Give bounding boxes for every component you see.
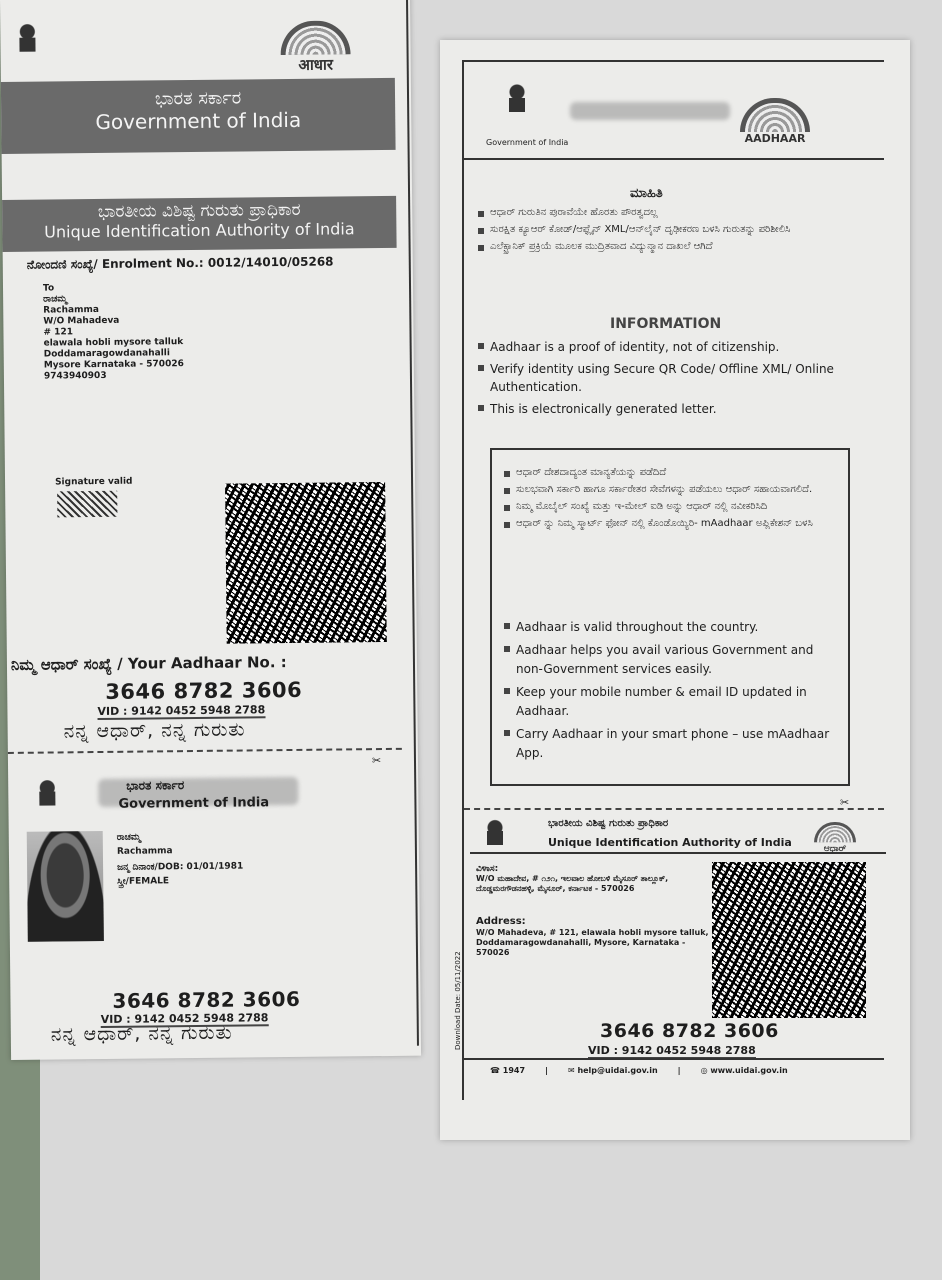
signature-valid: Signature valid xyxy=(55,476,133,488)
card-emblem-icon xyxy=(484,818,506,850)
authority-english: Unique Identification Authority of India xyxy=(44,219,355,242)
card-logo-text: ಆಧಾರ್ xyxy=(823,842,847,854)
cut-line xyxy=(464,808,884,810)
national-emblem-icon xyxy=(12,20,42,60)
holder-name-kannada: ರಾಚಮ್ಮ xyxy=(116,832,141,843)
info-title-english: INFORMATION xyxy=(610,316,722,332)
holder-dob: ಜನ್ಮ ದಿನಾಂಕ/DOB: 01/01/1981 xyxy=(117,861,244,873)
info-item-english: This is electronically generated letter. xyxy=(478,400,868,418)
holder-photo xyxy=(27,831,104,942)
authority-header xyxy=(2,196,397,252)
footer-contacts xyxy=(490,1066,788,1075)
your-aadhaar-label: ನಿಮ್ಮ ಆಧಾರ್ ಸಂಖ್ಯೆ / Your Aadhaar No. : xyxy=(10,653,287,674)
vid-number: VID : 9142 0452 5948 2788 xyxy=(97,703,266,719)
holder-gender: ಸ್ತ್ರೀ/FEMALE xyxy=(117,876,170,887)
card-tagline: ನನ್ನ ಆಧಾರ್, ನನ್ನ ಗುರುತು xyxy=(50,1021,233,1046)
info-item-kannada: ಸುರಕ್ಷಿತ ಕ್ಯೂಆರ್ ಕೋಡ್/ಆಫ್ಲೈನ್ XML/ಆನ್‌ಲೈನ್ ದೃಢೀಕರಣ ಬಳಸಿ ಗುರುತನ್ನು ಪರಿಶೀಲಿಸಿ xyxy=(478,223,818,236)
phone-icon: ☎ xyxy=(490,1066,503,1075)
box-item-kannada: ಸುಲಭವಾಗಿ ಸರ್ಕಾರಿ ಹಾಗೂ ಸರ್ಕಾರೇತರ ಸೇವೆಗಳನ್ನು ಪಡೆಯಲು ಆಧಾರ್ ಸಹಾಯವಾಗಲಿದೆ. xyxy=(504,483,834,496)
top-border xyxy=(464,60,884,62)
enrolment-number: ನೋಂದಣಿ ಸಂಖ್ಯೆ/ Enrolment No.: 0012/14010/05268 xyxy=(26,254,334,272)
box-item-english: Carry Aadhaar in your smart phone – use mAadhaar App. xyxy=(504,725,834,763)
authority-kannada: ಭಾರತೀಯ ವಿಶಿಷ್ಟ ಗುರುತು ಪ್ರಾಧಿಕಾರ xyxy=(97,199,301,222)
mail-icon: ✉ xyxy=(567,1066,578,1075)
aadhaar-logo xyxy=(740,98,810,145)
box-list-english xyxy=(504,618,834,767)
header-english: Government of India xyxy=(95,107,302,135)
info-item-english: Verify identity using Secure QR Code/ Offline XML/ Online Authentication. xyxy=(478,360,868,396)
aadhaar-logo xyxy=(280,20,351,75)
web-contact xyxy=(701,1066,788,1075)
holder-name: Rachamma xyxy=(116,846,173,857)
card-header-kannada: ಭಾರತ ಸರ್ಕಾರ xyxy=(126,778,185,793)
download-date: Download Date: 05/11/2022 xyxy=(454,951,462,1050)
cut-line xyxy=(8,748,402,754)
box-item-english: Aadhaar helps you avail various Government and non-Government services easily. xyxy=(504,641,834,679)
email-address: help@uidai.gov.in xyxy=(577,1066,658,1075)
aadhaar-letter-back xyxy=(440,40,910,1140)
government-header xyxy=(1,78,396,154)
card-authority-kannada: ಭಾರತೀಯ ವಿಶಿಷ್ಟ ಗುರುತು ಪ್ರಾಧಿಕಾರ xyxy=(548,818,669,829)
address-kannada: W/O ಮಹಾದೇವ, # ೧೨೧, ಇಲವಾಲ ಹೋಬಳಿ ಮೈಸೂರ್ ತಾಲ್ಲೂಕ್, ದೊಡ್ಡಮರಗೌಡನಹಳ್ಳಿ, ಮೈಸೂರ್, ಕರ್ನಾಟಕ - 570026 xyxy=(476,874,669,893)
divider: | xyxy=(545,1066,548,1075)
email-contact xyxy=(568,1066,658,1075)
tagline: ನನ್ನ ಆಧಾರ್, ನನ್ನ ಗುರುತು xyxy=(63,718,246,743)
website: www.uidai.gov.in xyxy=(710,1066,788,1075)
address-line: W/O Mahadeva xyxy=(43,315,120,327)
box-item-english: Keep your mobile number & email ID updated in Aadhaar. xyxy=(504,683,834,721)
fingerprint-icon xyxy=(740,98,810,132)
address-line: Mysore Karnataka - 570026 xyxy=(43,359,184,371)
card-header-rule xyxy=(470,852,886,854)
right-fold-line xyxy=(406,0,419,1046)
box-item-kannada: ಆಧಾರ್ ದೇಶದಾದ್ಯಂತ ಮಾನ್ಯತೆಯನ್ನು ಪಡೆದಿದೆ xyxy=(504,466,834,479)
address-line: Doddamaragowdanahalli xyxy=(43,348,171,360)
address-line: # 121 xyxy=(43,327,74,338)
info-item-english: Aadhaar is a proof of identity, not of citizenship. xyxy=(478,338,868,356)
info-item-kannada: ಎಲೆಕ್ಟ್ರಾನಿಕ್ ಪ್ರಕ್ರಿಯೆ ಮೂಲಕ ಮುದ್ರಿತವಾದ ವಿದ್ಯುನ್ಮಾನ ದಾಖಲೆ ಆಗಿದೆ xyxy=(478,240,818,253)
info-title-kannada: ಮಾಹಿತಿ xyxy=(630,186,663,201)
box-item-kannada: ನಿಮ್ಮ ಮೊಬೈಲ್ ಸಂಖ್ಯೆ ಮತ್ತು ಇ-ಮೇಲ್ ಐಡಿ ಅನ್ನು ಆಧಾರ್ ನಲ್ಲಿ ನವೀಕರಿಸಿದಿ xyxy=(504,500,834,513)
footer-rule xyxy=(464,1058,884,1060)
signature-stamp-icon xyxy=(57,491,117,518)
globe-icon: ◎ xyxy=(700,1066,711,1075)
scissors-icon: ✂ xyxy=(840,796,850,809)
header-smudge xyxy=(570,102,730,120)
info-list-kannada xyxy=(478,206,818,257)
box-item-kannada: ಆಧಾರ್ ನ್ನು ನಿಮ್ಮ ಸ್ಮಾರ್ಟ್ ಫೋನ್ ನಲ್ಲಿ ಕೊಂಡೊಯ್ಯಿರಿ- mAadhaar ಅಪ್ಲಿಕೇಶನ್ ಬಳಸಿ xyxy=(504,517,834,530)
card-aadhaar-number: 3646 8782 3606 xyxy=(600,1020,779,1042)
national-emblem-icon xyxy=(502,80,532,120)
card-vid-number: VID : 9142 0452 5948 2788 xyxy=(588,1044,756,1057)
card-aadhaar-number: 3646 8782 3606 xyxy=(112,986,301,1013)
address-line: 9743940903 xyxy=(43,370,107,382)
address-line: To xyxy=(42,283,55,294)
phone-number: 1947 xyxy=(502,1066,526,1075)
logo-text: AADHAAR xyxy=(744,132,806,145)
emblem-caption: Government of India xyxy=(486,138,569,147)
scissors-icon: ✂ xyxy=(371,754,382,768)
address-line: elawala hobli mysore talluk xyxy=(43,337,184,349)
address-label-kannada: ವಿಳಾಸ: xyxy=(476,864,499,874)
address-english: W/O Mahadeva, # 121, elawala hobli mysore talluk, Doddamaragowdanahalli, Mysore, Karnataka - 570026 xyxy=(476,928,709,957)
fingerprint-icon xyxy=(280,20,350,55)
card-qr-code xyxy=(712,862,866,1018)
divider: | xyxy=(677,1066,681,1075)
logo-text: आधार xyxy=(298,55,334,74)
box-item-english: Aadhaar is valid throughout the country. xyxy=(504,618,834,637)
address-line: ರಾಚಮ್ಮ xyxy=(43,294,68,305)
address-label-english: Address: xyxy=(476,916,526,927)
info-item-kannada: ಆಧಾರ್ ಗುರುತಿನ ಪುರಾವೆಯೇ ಹೊರತು ಪೌರತ್ವದಲ್ಲ xyxy=(478,206,818,219)
info-list-english xyxy=(478,338,868,422)
card-vid-number: VID : 9142 0452 5948 2788 xyxy=(100,1011,269,1027)
recipient-address xyxy=(43,282,184,382)
header-kannada: ಭಾರತ ಸರ್ಕಾರ xyxy=(154,87,242,110)
address-line: Rachamma xyxy=(43,304,99,316)
left-fold-line xyxy=(462,60,464,1100)
header-rule xyxy=(464,158,884,160)
card-authority-english: Unique Identification Authority of India xyxy=(548,836,792,849)
info-box xyxy=(490,448,850,786)
aadhaar-letter-front xyxy=(0,0,421,1060)
card-header-english: Government of India xyxy=(118,795,270,812)
fingerprint-icon xyxy=(814,822,856,842)
card-emblem-icon xyxy=(36,777,58,811)
qr-code xyxy=(225,482,387,644)
phone-contact xyxy=(490,1066,525,1075)
card-aadhaar-logo xyxy=(814,822,856,853)
aadhaar-number: 3646 8782 3606 xyxy=(105,677,303,704)
box-list-kannada xyxy=(504,466,834,534)
